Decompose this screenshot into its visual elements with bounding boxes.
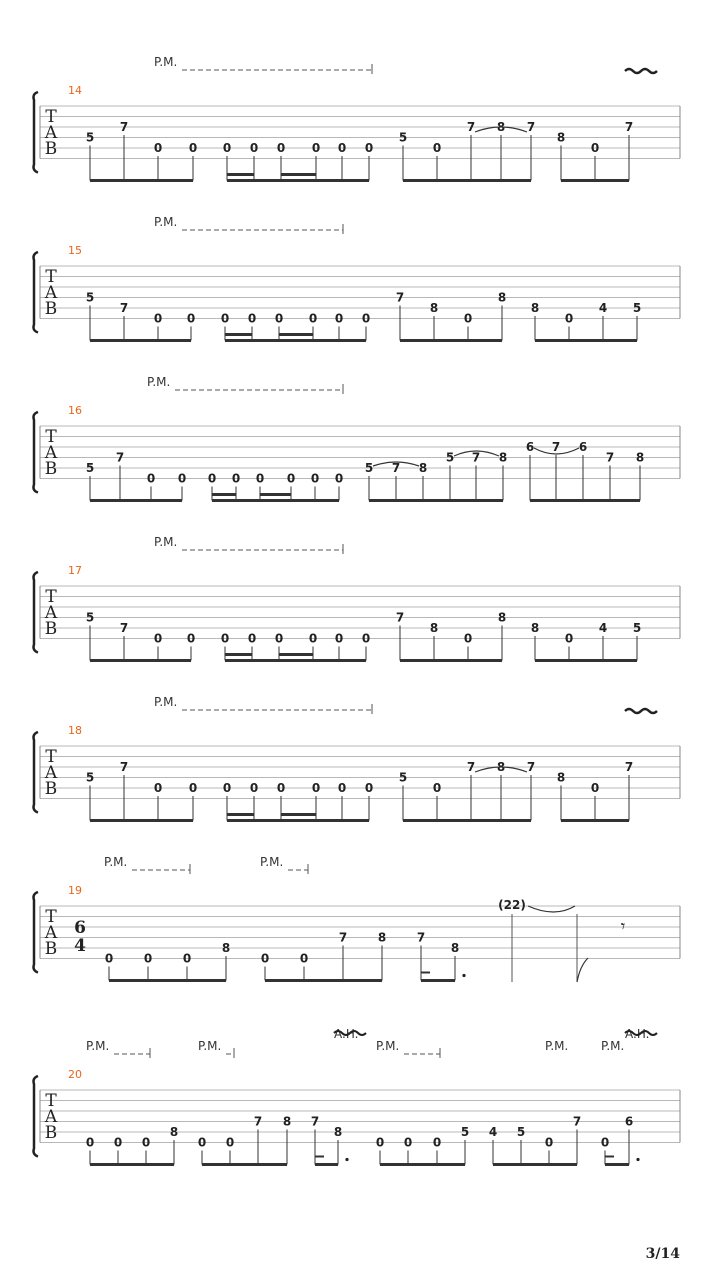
fret-number: 0 [590, 781, 600, 795]
fret-number: 0 [311, 781, 321, 795]
fret-number: 0 [403, 1135, 413, 1150]
tie-curve [528, 906, 575, 912]
fret-number: 5 [460, 1125, 470, 1139]
fret-number: 0 [310, 471, 320, 486]
palm-mute-label: P.M. [545, 1039, 569, 1053]
fret-number: 5 [364, 461, 374, 475]
fret-number: 0 [255, 471, 265, 486]
tab-letter-T: T [45, 747, 57, 767]
tab-letter-T: T [45, 427, 57, 447]
palm-mute-label: P.M. [154, 215, 178, 229]
fret-number: 7 [416, 930, 426, 945]
fret-number: 7 [466, 120, 476, 134]
palm-mute-label: P.M. [198, 1039, 222, 1053]
fret-number: 0 [146, 471, 156, 486]
system-bracket [34, 412, 39, 493]
fret-number: 5 [516, 1125, 526, 1139]
fret-number: 0 [432, 781, 442, 795]
page-number: 3/14 [645, 1246, 680, 1262]
time-sig-bottom: 4 [74, 936, 86, 956]
fret-number: 0 [222, 781, 232, 795]
artificial-harmonic-label: A.H. [625, 1027, 650, 1041]
fret-number: 5 [632, 301, 642, 315]
fret-number: 0 [231, 471, 241, 486]
palm-mute-label: P.M. [601, 1039, 625, 1053]
fret-number: 7 [526, 760, 536, 774]
palm-mute-label: P.M. [86, 1039, 110, 1053]
fret-number: 0 [600, 1135, 610, 1150]
fret-number: 0 [311, 141, 321, 155]
fret-number: 0 [222, 141, 232, 155]
fret-number: 7 [624, 760, 634, 774]
fret-number: 0 [334, 311, 344, 326]
fret-number: 7 [395, 610, 405, 625]
fret-number: 8 [497, 610, 507, 625]
fret-number: 8 [450, 941, 460, 955]
dot [636, 1158, 639, 1161]
fret-number: 5 [85, 770, 95, 785]
fret-number: 0 [361, 631, 371, 646]
fret-number: 0 [276, 781, 286, 795]
vibrato-mark [625, 69, 657, 73]
system-19 [34, 855, 681, 982]
fret-number: 8 [530, 621, 540, 635]
palm-mute-label: P.M. [376, 1039, 400, 1053]
palm-mute-label: P.M. [147, 375, 171, 389]
fret-number: 0 [188, 141, 198, 155]
fret-number: 8 [496, 760, 506, 774]
fret-number: 5 [85, 461, 95, 475]
time-sig-top: 6 [74, 918, 86, 938]
fret-number: 0 [207, 471, 217, 486]
fret-number: 0 [308, 631, 318, 646]
vibrato-mark [625, 709, 657, 713]
fret-number: 0 [463, 631, 473, 646]
fret-number: 0 [141, 1135, 151, 1150]
tab-letter-A: A [44, 1107, 58, 1127]
fret-number: 0 [220, 631, 230, 646]
fret-number: 0 [247, 311, 257, 326]
system-bracket [34, 892, 39, 973]
fret-number: 7 [605, 450, 615, 465]
fret-number: 7 [391, 461, 401, 475]
fret-number: 0 [308, 311, 318, 326]
system-17 [34, 535, 681, 661]
tab-letter-T: T [45, 107, 57, 127]
dot [345, 1158, 348, 1161]
dot [462, 974, 465, 977]
fret-number: 0 [364, 781, 374, 795]
fret-number: 0 [361, 311, 371, 326]
fret-number: 0 [337, 781, 347, 795]
fret-number: 8 [221, 941, 231, 955]
fret-number: 7 [624, 120, 634, 134]
fret-number: 7 [526, 120, 536, 134]
fret-number: 0 [220, 311, 230, 326]
fret-number: 0 [463, 311, 473, 326]
measure-number: 15 [68, 244, 82, 257]
system-20 [34, 1027, 681, 1165]
fret-number: 8 [333, 1125, 343, 1139]
fret-number: 8 [282, 1114, 292, 1129]
fret-number: 7 [310, 1114, 320, 1129]
tab-letter-B: B [44, 459, 58, 479]
system-bracket [34, 252, 39, 333]
fret-number: 8 [635, 450, 645, 465]
fret-number: 0 [432, 141, 442, 155]
flag [577, 958, 588, 982]
tab-letter-B: B [44, 299, 58, 319]
fret-number: 7 [551, 440, 561, 454]
tab-letter-A: A [44, 443, 58, 463]
fret-number: 7 [395, 290, 405, 305]
time-signature [74, 918, 86, 956]
fret-number: 0 [276, 141, 286, 155]
fret-number: 4 [488, 1125, 498, 1139]
palm-mute-label: P.M. [154, 695, 178, 709]
fret-number: 0 [153, 631, 163, 646]
measure-number: 16 [68, 404, 82, 417]
tab-letter-T: T [45, 587, 57, 607]
fret-number: 0 [432, 1135, 442, 1150]
fret-number: 0 [337, 141, 347, 155]
fret-number: 7 [119, 621, 129, 635]
fret-number: 8 [429, 621, 439, 635]
fret-number: 0 [564, 631, 574, 646]
fret-number: 8 [418, 461, 428, 475]
fret-number: 0 [564, 311, 574, 326]
fret-number: 0 [590, 141, 600, 155]
palm-mute-label: P.M. [104, 855, 128, 869]
fret-number: 6 [624, 1114, 634, 1129]
fret-number: 7 [119, 760, 129, 774]
fret-number: 0 [225, 1135, 235, 1150]
measure-number: 19 [68, 884, 82, 897]
fret-number: 0 [104, 951, 114, 966]
fret-number: 0 [177, 471, 187, 486]
fret-number: 0 [188, 781, 198, 795]
fret-number: 0 [197, 1135, 207, 1150]
system-bracket [34, 732, 39, 813]
fret-number: 0 [182, 951, 192, 966]
fret-number: 8 [377, 930, 387, 945]
fret-number: 0 [249, 141, 259, 155]
artificial-harmonic-label: A.H. [334, 1027, 359, 1041]
fret-number: 0 [260, 951, 270, 966]
system-15 [34, 215, 681, 341]
fret-number: 7 [572, 1114, 582, 1129]
fret-number: 5 [398, 130, 408, 145]
fret-number: 0 [375, 1135, 385, 1150]
fret-number: 0 [334, 471, 344, 486]
system-16 [34, 375, 681, 501]
system-bracket [34, 1076, 39, 1157]
fret-number: 0 [113, 1135, 123, 1150]
fret-number: 7 [119, 120, 129, 134]
tab-letter-T: T [45, 907, 57, 927]
fret-number: 6 [525, 440, 535, 454]
fret-number: 0 [299, 951, 309, 966]
fret-number: 0 [153, 141, 163, 155]
tab-letter-B: B [44, 1123, 58, 1143]
fret-number: 7 [466, 760, 476, 774]
fret-number: 0 [544, 1135, 554, 1150]
fret-number: 8 [429, 301, 439, 315]
fret-number: 7 [338, 930, 348, 945]
fret-number: 0 [286, 471, 296, 486]
fret-number: 7 [253, 1114, 263, 1129]
system-14 [34, 55, 681, 181]
fret-number: 0 [143, 951, 153, 966]
palm-mute-label: P.M. [154, 535, 178, 549]
tab-letter-A: A [44, 283, 58, 303]
fret-number: 7 [115, 450, 125, 465]
system-bracket [34, 572, 39, 653]
fret-number: 0 [247, 631, 257, 646]
tab-letter-B: B [44, 619, 58, 639]
fret-number: 8 [169, 1125, 179, 1139]
fret-number: 8 [497, 290, 507, 305]
tab-letter-A: A [44, 923, 58, 943]
fret-number: 0 [153, 311, 163, 326]
harmonic-fret: (22) [498, 898, 526, 912]
fret-number: 5 [85, 610, 95, 625]
fret-number: 7 [471, 450, 481, 465]
system-bracket [34, 92, 39, 173]
tab-letter-B: B [44, 939, 58, 959]
fret-number: 8 [496, 120, 506, 134]
fret-number: 6 [578, 440, 588, 454]
fret-number: 0 [153, 781, 163, 795]
tab-letter-T: T [45, 1091, 57, 1111]
fret-number: 0 [85, 1135, 95, 1150]
fret-number: 7 [119, 301, 129, 315]
fret-number: 0 [274, 311, 284, 326]
fret-number: 5 [85, 130, 95, 145]
system-18 [34, 695, 681, 821]
fret-number: 4 [598, 301, 608, 315]
measure-number: 14 [68, 84, 82, 97]
fret-number: 4 [598, 621, 608, 635]
tab-letter-A: A [44, 603, 58, 623]
tab-letter-A: A [44, 123, 58, 143]
fret-number: 0 [274, 631, 284, 646]
fret-number: 5 [85, 290, 95, 305]
fret-number: 8 [556, 770, 566, 785]
fret-number: 0 [186, 631, 196, 646]
tab-letter-B: B [44, 139, 58, 159]
fret-number: 5 [398, 770, 408, 785]
fret-number: 8 [498, 450, 508, 465]
measure-number: 18 [68, 724, 82, 737]
fret-number: 0 [364, 141, 374, 155]
fret-number: 8 [556, 130, 566, 145]
eighth-rest: 𝄾 [620, 917, 626, 937]
fret-number: 0 [334, 631, 344, 646]
fret-number: 0 [186, 311, 196, 326]
tab-letter-T: T [45, 267, 57, 287]
tab-letter-B: B [44, 779, 58, 799]
measure-number: 17 [68, 564, 82, 577]
palm-mute-label: P.M. [260, 855, 284, 869]
fret-number: 0 [249, 781, 259, 795]
fret-number: 5 [632, 621, 642, 635]
measure-number: 20 [68, 1068, 82, 1081]
tab-letter-A: A [44, 763, 58, 783]
fret-number: 8 [530, 301, 540, 315]
palm-mute-label: P.M. [154, 55, 178, 69]
fret-number: 5 [445, 450, 455, 465]
